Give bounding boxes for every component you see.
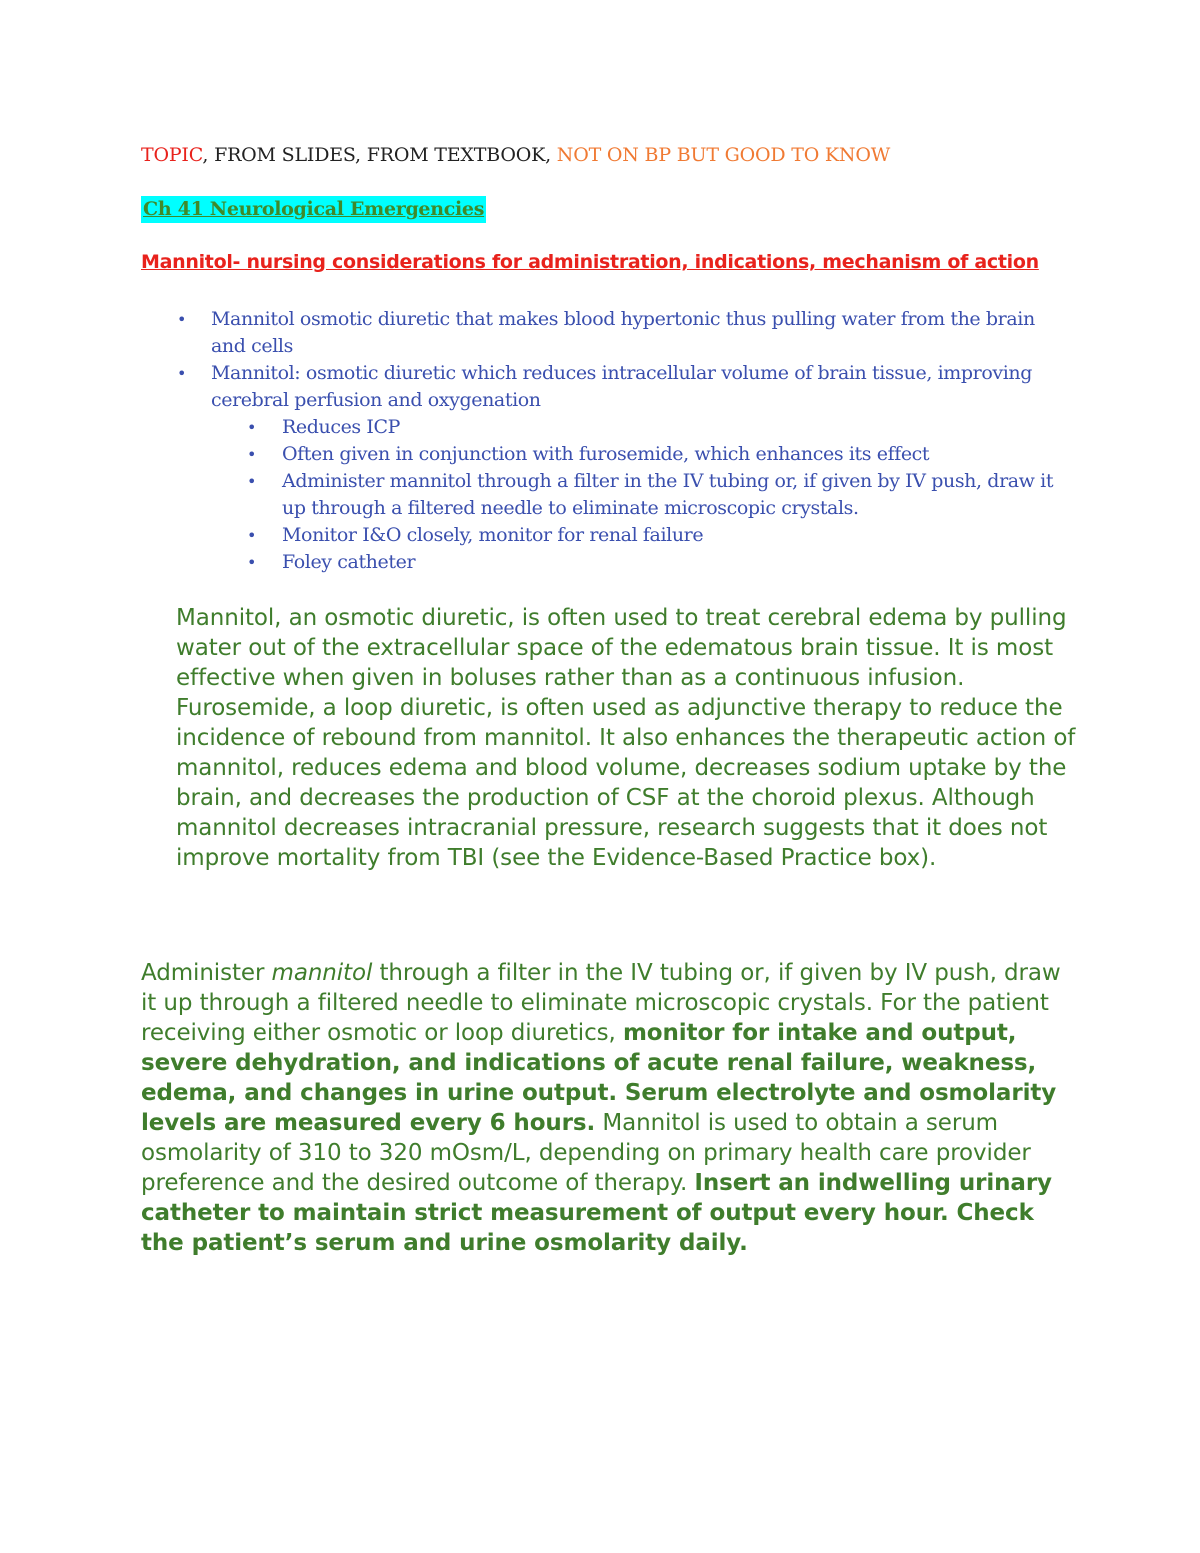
list-item-text: Often given in conjunction with furosemide, which enhances its effect: [282, 443, 930, 465]
bullet-icon: •: [247, 472, 257, 491]
sub-list-item: [141, 522, 1071, 549]
paragraph-italic-text: mannitol: [271, 960, 373, 986]
bullet-icon: •: [247, 418, 257, 437]
list-item-text: Monitor I&O closely, monitor for renal failure: [282, 524, 704, 546]
legend-good-to-know: NOT ON BP BUT GOOD TO KNOW: [556, 144, 891, 166]
legend-separator: ,: [545, 144, 557, 166]
legend-from-textbook: FROM TEXTBOOK: [366, 144, 546, 166]
bullet-icon: •: [177, 364, 187, 383]
paragraph-text: Administer: [141, 960, 272, 986]
topic-heading: Mannitol- nursing considerations for administration, indications, mechanism of action: [141, 251, 1039, 273]
legend-topic: TOPIC: [141, 144, 203, 166]
sub-list-item: [141, 414, 1071, 441]
legend-separator: ,: [355, 144, 367, 166]
list-item-text: Mannitol: osmotic diuretic which reduces intracellular volume of brain tissue, improving cerebral perfusion and oxygenation: [211, 362, 1032, 411]
bullet-icon: •: [247, 526, 257, 545]
bullet-icon: •: [177, 310, 187, 329]
color-legend: [141, 144, 890, 166]
list-item: [141, 306, 1071, 360]
paragraph-text: through a filter in the IV tubing or, if given by IV push, draw it up through a filtered needle to eliminate microscopic crystals. For the patient receiving either osmotic or loop diuretics,: [141, 960, 1061, 1046]
sub-list-item: [141, 468, 1071, 522]
paragraph-bold-text: Insert an indwelling urinary catheter to maintain strict measurement of output every hour. Check the patient’s serum and urine osmolarity daily.: [141, 1170, 1052, 1256]
sub-list-item: [141, 441, 1071, 468]
slides-bullet-list: [141, 306, 1071, 576]
list-item-text: Reduces ICP: [282, 416, 401, 438]
list-item-text: Mannitol osmotic diuretic that makes blood hypertonic thus pulling water from the brain and cells: [211, 308, 1035, 357]
legend-from-slides: FROM SLIDES: [214, 144, 356, 166]
legend-separator: ,: [202, 144, 215, 166]
sub-list-item: [141, 549, 1071, 576]
list-item-text: Administer mannitol through a filter in the IV tubing or, if given by IV push, draw it up through a filtered needle to eliminate microscopic crystals.: [282, 470, 1054, 519]
bullet-icon: •: [247, 445, 257, 464]
bullet-icon: •: [247, 553, 257, 572]
textbook-paragraph-1: Mannitol, an osmotic diuretic, is often used to treat cerebral edema by pulling water out of the extracellular space of the edematous brain tissue. It is most effective when given in boluses rather than as a continuous infusion. Furosemide, a loop diuretic, is often used as adjunctive therapy to reduce the incidence of rebound from mannitol. It also enhances the therapeutic action of mannitol, reduces edema and blood volume, decreases sodium uptake by the brain, and decreases the production of CSF at the choroid plexus. Although mannitol decreases intracranial pressure, research suggests that it does not improve mortality from TBI (see the Evidence-Based Practice box).: [176, 605, 1076, 871]
list-item-text: Foley catheter: [282, 551, 416, 573]
chapter-heading: Ch 41 Neurological Emergencies: [141, 196, 486, 223]
paragraph-text: Mannitol is used to obtain a serum osmolarity of 310 to 320 mOsm/L, depending on primary health care provider preference and the desired outcome of therapy.: [141, 1110, 1031, 1196]
list-item: [141, 360, 1071, 414]
textbook-paragraph-2: [141, 958, 1076, 1258]
paragraph-bold-text: monitor for intake and output, severe dehydration, and indications of acute renal failure, weakness, edema, and changes in urine output. Serum electrolyte and osmolarity levels are measured every 6 hours.: [141, 1020, 1057, 1136]
